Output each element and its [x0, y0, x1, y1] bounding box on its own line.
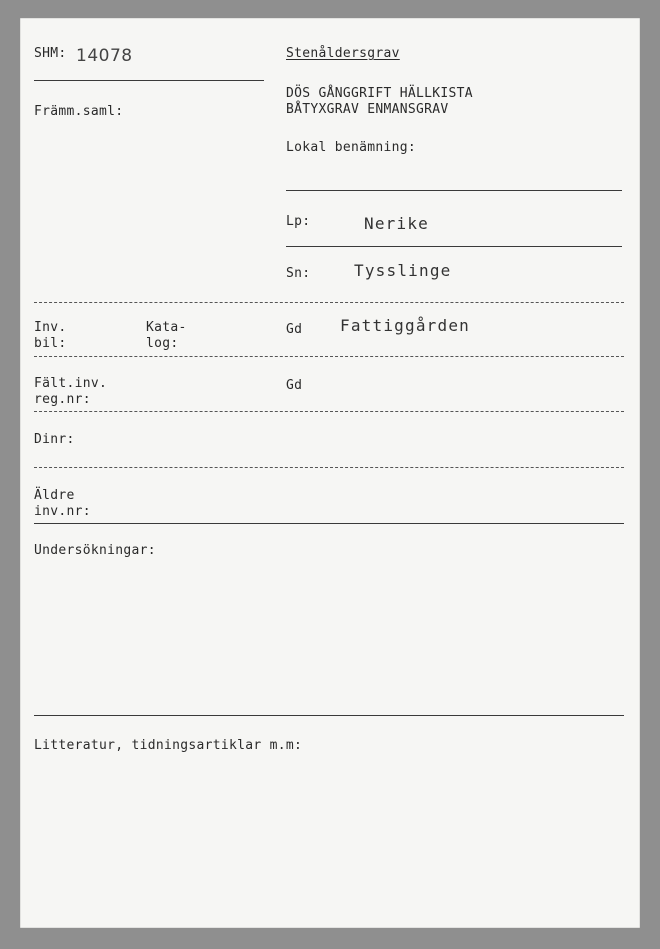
inv-label-line2: bil:	[34, 336, 67, 351]
katalog-label-line2: log:	[146, 336, 179, 351]
lp-label: Lp:	[286, 214, 311, 229]
lokal-rule	[286, 190, 622, 191]
row-rule-3	[34, 411, 624, 412]
aldre-label-line1: Äldre	[34, 488, 75, 503]
sn-label: Sn:	[286, 266, 311, 281]
row-rule-2	[34, 356, 624, 357]
falt-inv-label-line1: Fält.inv.	[34, 376, 108, 391]
category-title: Stenåldersgrav	[286, 46, 400, 61]
falt-inv-label-line2: reg.nr:	[34, 392, 91, 407]
grave-types-line1: DÖS GÅNGGRIFT HÄLLKISTA	[286, 86, 473, 101]
litteratur-label: Litteratur, tidningsartiklar m.m:	[34, 738, 303, 753]
shm-underline	[34, 80, 264, 81]
sn-value: Tysslinge	[354, 261, 452, 280]
framm-saml-label: Främm.saml:	[34, 104, 124, 119]
lp-value: Nerike	[364, 214, 429, 233]
index-card	[20, 18, 640, 928]
gd-label-1: Gd	[286, 322, 303, 337]
gd-value-1: Fattiggården	[340, 316, 470, 335]
undersokningar-label: Undersökningar:	[34, 543, 156, 558]
gd-label-2: Gd	[286, 378, 303, 393]
inv-label-line1: Inv.	[34, 320, 67, 335]
lokal-benamning-label: Lokal benämning:	[286, 140, 417, 155]
row-rule-5	[34, 523, 624, 524]
grave-types-line2: BÅTYXGRAV ENMANSGRAV	[286, 102, 449, 117]
lp-rule	[286, 246, 622, 247]
dinr-label: Dinr:	[34, 432, 75, 447]
row-rule-1	[34, 302, 624, 303]
shm-number: 14078	[76, 46, 133, 66]
row-rule-6	[34, 715, 624, 716]
row-rule-4	[34, 467, 624, 468]
shm-label: SHM:	[34, 46, 67, 61]
katalog-label-line1: Kata-	[146, 320, 187, 335]
aldre-label-line2: inv.nr:	[34, 504, 91, 519]
